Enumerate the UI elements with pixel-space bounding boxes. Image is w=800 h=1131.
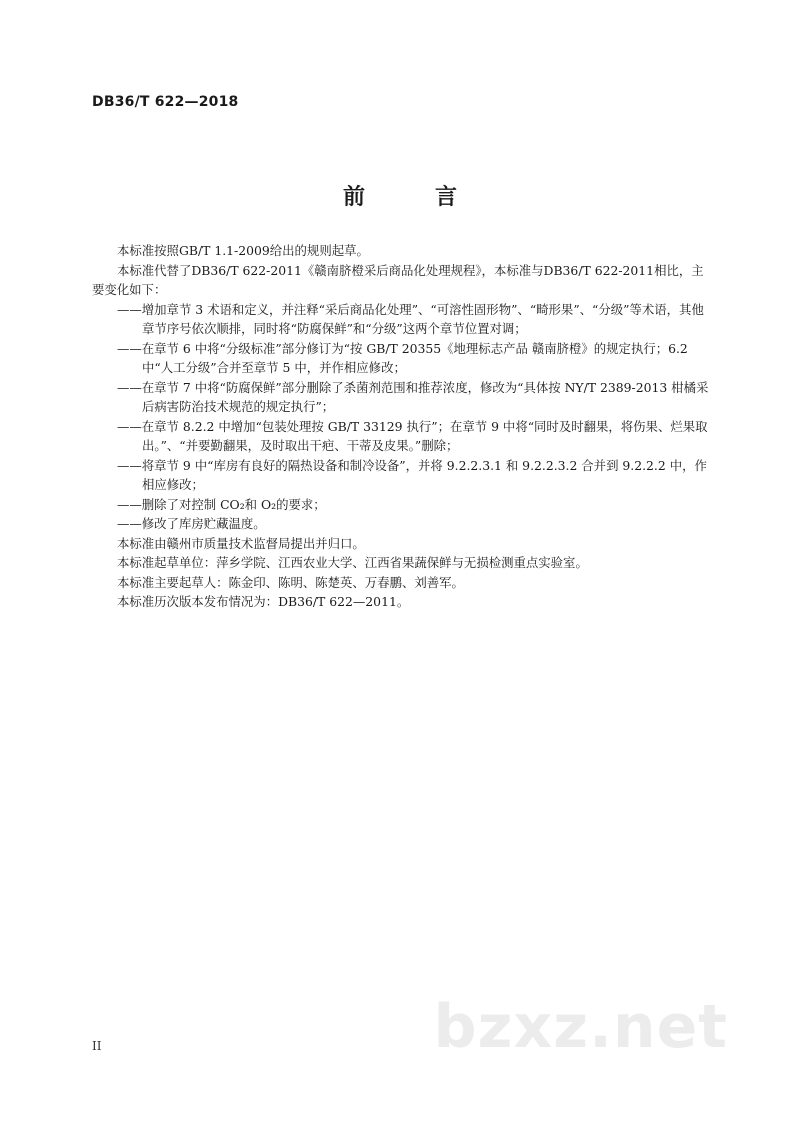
page-title: 前 言 xyxy=(342,185,481,210)
standard-code: DB36/T 622—2018 xyxy=(92,94,239,110)
change-item: ——修改了库房贮藏温度。 xyxy=(117,516,266,531)
paragraph-drafting-rule: 本标准按照GB/T 1.1-2009给出的规则起草。 xyxy=(117,243,369,258)
change-item: ——删除了对控制 CO₂和 O₂的要求； xyxy=(117,496,326,512)
watermark: bzxz.net xyxy=(433,992,728,1062)
paragraph-proposer: 本标准由赣州市质量技术监督局提出并归口。 xyxy=(117,535,365,551)
paragraph-drafters: 本标准主要起草人：陈金印、陈明、陈楚英、万春鹏、刘善军。 xyxy=(117,574,464,590)
change-item: ——在章节 8.2.2 中增加“包装处理按 GB/T 33129 执行”；在章节 9 中将“同时及时翻果，将伤果、烂果取出。”、“并要勤翻果，及时取出干疤、干蒂及皮果。”删除； xyxy=(117,418,708,453)
change-item: ——增加章节 3 术语和定义，并注释“采后商品化处理”、“可溶性固形物”、“畸形果”、“分级”等术语，其他章节序号依次顺排，同时将“防腐保鲜”和“分级”这两个章节位置对调； xyxy=(117,301,704,336)
page-number: II xyxy=(92,1039,102,1053)
paragraph-drafting-units: 本标准起草单位：萍乡学院、江西农业大学、江西省果蔬保鲜与无损检测重点实验室。 xyxy=(117,555,588,570)
paragraph-version-history: 本标准历次版本发布情况为：DB36/T 622—2011。 xyxy=(117,594,410,609)
change-item: ——将章节 9 中“库房有良好的隔热设备和制冷设备”，并将 9.2.2.3.1 和 9.2.2.3.2 合并到 9.2.2.2 中，作相应修改； xyxy=(117,457,707,492)
paragraph-replacement: 本标准代替了DB36/T 622-2011《赣南脐橙采后商品化处理规程》，本标准与DB36/T 622-2011相比，主要变化如下： xyxy=(92,262,704,297)
change-item: ——在章节 6 中将“分级标准”部分修订为“按 GB/T 20355《地理标志产品 赣南脐橙》的规定执行；6.2 中“人工分级”合并至章节 5 中，并作相应修改； xyxy=(117,340,688,375)
document-body xyxy=(92,241,712,612)
change-item: ——在章节 7 中将“防腐保鲜”部分删除了杀菌剂范围和推荐浓度，修改为“具体按 NY/T 2389-2013 柑橘采后病害防治技术规范的规定执行”； xyxy=(117,379,709,414)
